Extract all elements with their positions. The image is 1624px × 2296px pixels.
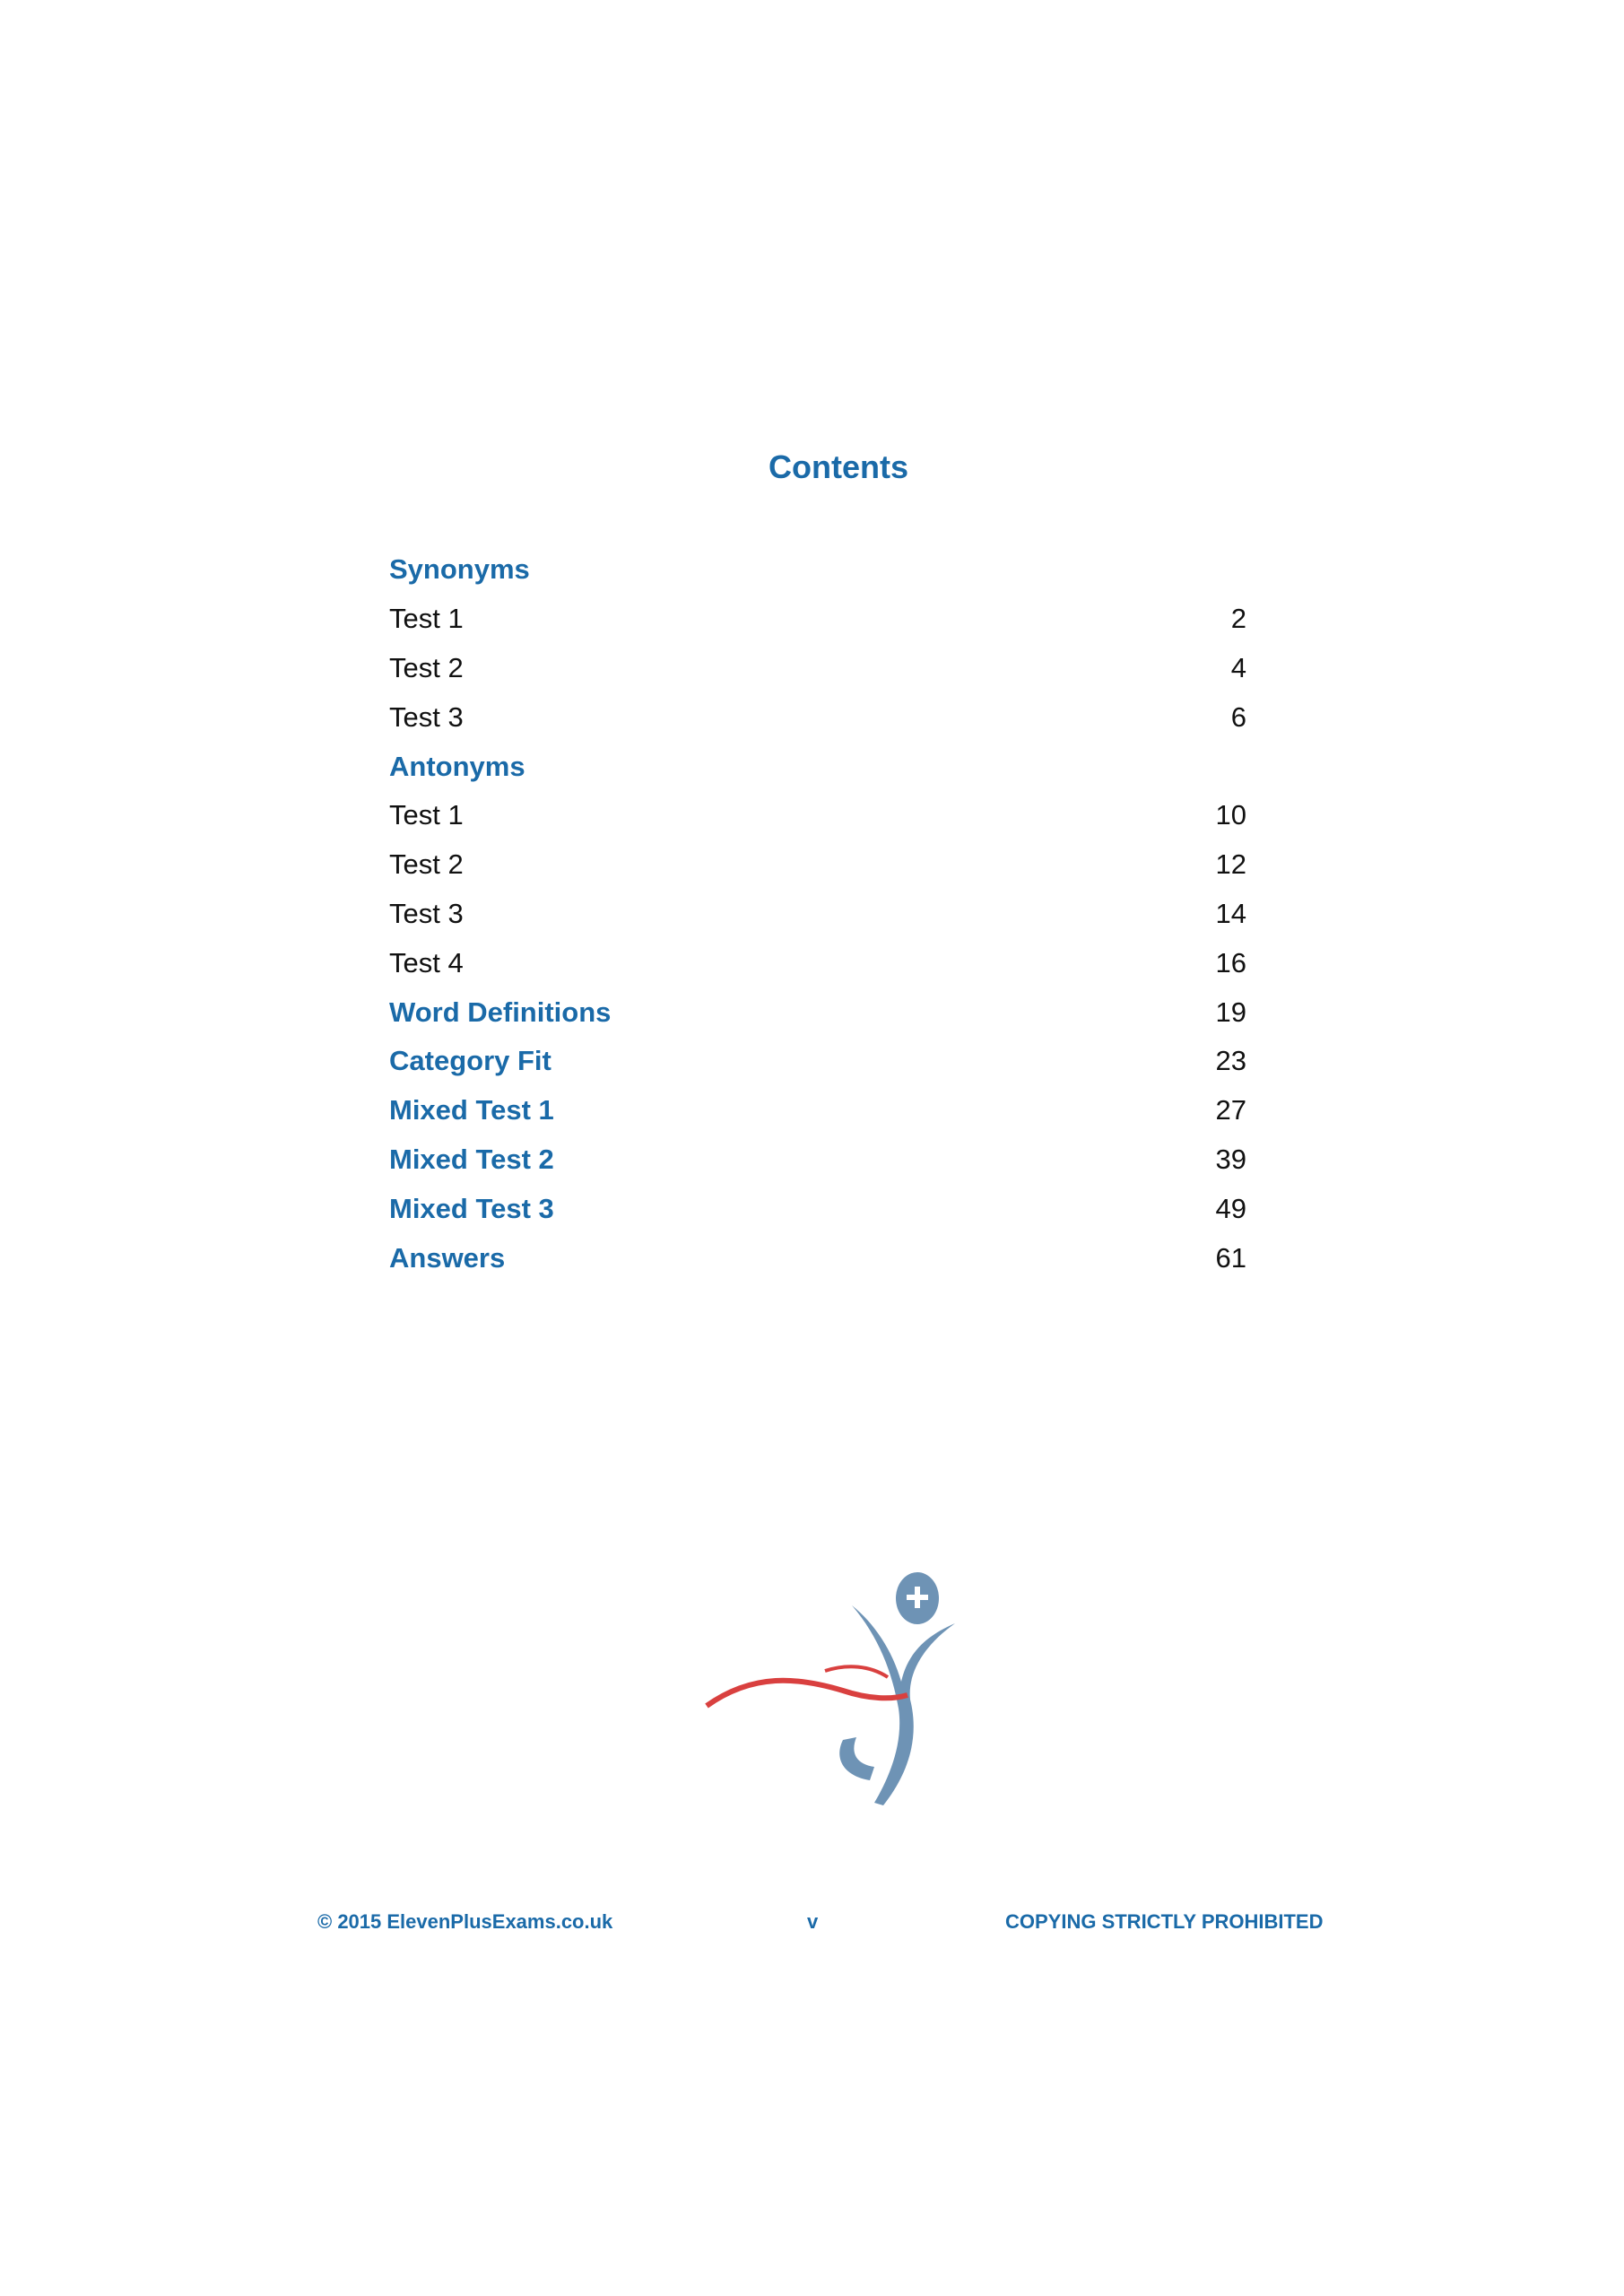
toc-entry[interactable] <box>389 791 1246 840</box>
toc-label: Mixed Test 1 <box>389 1094 554 1126</box>
toc-page-number: 6 <box>1230 700 1246 733</box>
toc-entry[interactable] <box>389 692 1246 742</box>
toc-label: Test 3 <box>389 700 464 733</box>
toc-page-number: 10 <box>1215 799 1246 831</box>
toc-entry[interactable] <box>389 644 1246 693</box>
toc-entry[interactable] <box>389 938 1246 987</box>
toc-page-number: 39 <box>1215 1143 1246 1175</box>
toc-label: Mixed Test 3 <box>389 1192 554 1224</box>
toc-page-number: 19 <box>1215 996 1246 1028</box>
toc-page-number: 14 <box>1215 897 1246 929</box>
toc-label: Test 3 <box>389 897 464 929</box>
toc-page-number: 23 <box>1215 1045 1246 1077</box>
footer-notice: COPYING STRICTLY PROHIBITED <box>1005 1910 1324 1933</box>
logo-leg <box>839 1737 874 1780</box>
toc-label: Category Fit <box>389 1045 551 1077</box>
toc-label: Word Definitions <box>389 996 612 1028</box>
toc-section-heading[interactable] <box>389 742 1246 791</box>
toc-section-heading[interactable] <box>389 1233 1246 1283</box>
runner-logo <box>699 1565 977 1816</box>
toc-page-number: 4 <box>1230 651 1246 683</box>
toc-label: Mixed Test 2 <box>389 1143 554 1175</box>
toc-section-heading[interactable] <box>389 1135 1246 1185</box>
toc-section-heading[interactable] <box>389 1086 1246 1135</box>
toc-label: Antonyms <box>389 750 525 782</box>
toc-entry[interactable] <box>389 595 1246 644</box>
logo-ribbon <box>707 1681 908 1706</box>
toc-section-heading[interactable] <box>389 545 1246 595</box>
toc-entry[interactable] <box>389 890 1246 939</box>
toc-label: Test 4 <box>389 946 464 978</box>
footer-page-number: v <box>807 1910 819 1933</box>
table-of-contents <box>389 545 1246 1283</box>
toc-label: Test 1 <box>389 799 464 831</box>
toc-label: Answers <box>389 1241 506 1274</box>
toc-page-number: 61 <box>1215 1241 1246 1274</box>
footer-copyright: © 2015 ElevenPlusExams.co.uk <box>317 1910 613 1933</box>
toc-section-heading[interactable] <box>389 1184 1246 1233</box>
toc-page-number: 16 <box>1215 946 1246 978</box>
toc-page-number: 12 <box>1215 848 1246 881</box>
page-title: Contents <box>769 448 908 485</box>
toc-section-heading[interactable] <box>389 1037 1246 1086</box>
toc-label: Test 2 <box>389 848 464 881</box>
toc-label: Test 2 <box>389 651 464 683</box>
toc-page-number: 49 <box>1215 1192 1246 1224</box>
toc-label: Synonyms <box>389 553 530 586</box>
toc-entry[interactable] <box>389 840 1246 890</box>
toc-section-heading[interactable] <box>389 987 1246 1037</box>
toc-label: Test 1 <box>389 603 464 635</box>
toc-page-number: 27 <box>1215 1094 1246 1126</box>
toc-page-number: 2 <box>1230 603 1246 635</box>
